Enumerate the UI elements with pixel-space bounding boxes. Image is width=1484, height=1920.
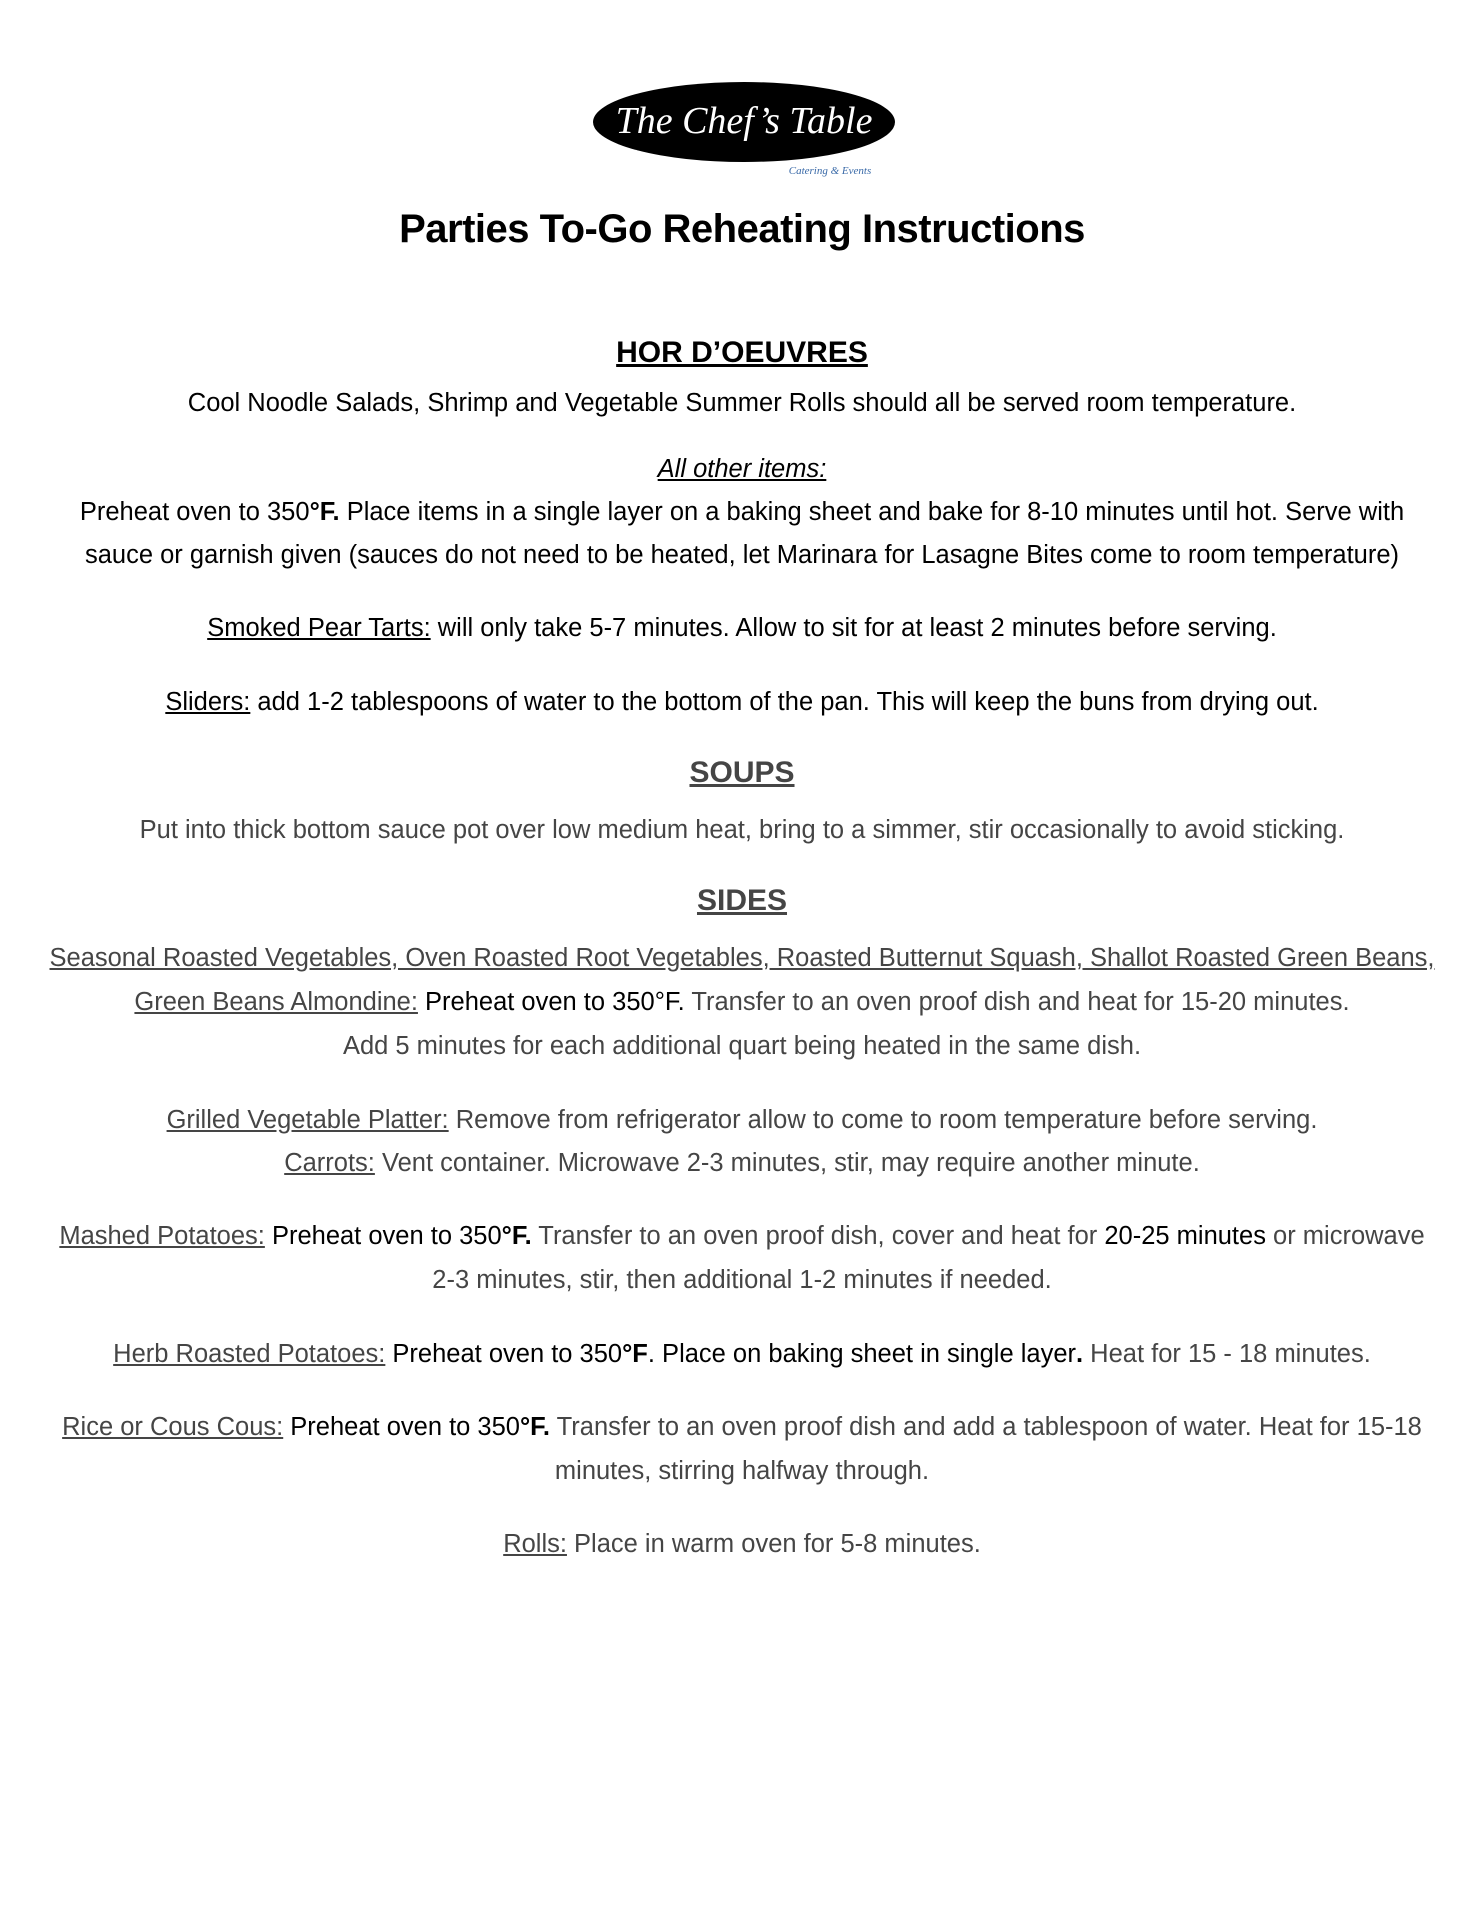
hors-degree: °F. xyxy=(309,498,340,526)
veg-label-1: Seasonal Roasted Vegetables, Oven Roasted Root Vegetables, Roasted Butternut Squash, Shallot Roasted Green Beans, xyxy=(49,944,1435,972)
rolls-text: Place in warm oven for 5-8 minutes. xyxy=(566,1530,981,1558)
grilled-label: Grilled Vegetable Platter: xyxy=(166,1106,449,1134)
rice-label: Rice or Cous Cous: xyxy=(62,1413,284,1441)
grilled-text: Remove from refrigerator allow to come to room temperature before serving. xyxy=(448,1106,1318,1134)
sides-rice-line-2: minutes, stirring halfway through. xyxy=(554,1457,930,1485)
veg-label-2: Green Beans Almondine: xyxy=(134,988,418,1016)
tarts-label: Smoked Pear Tarts: xyxy=(207,614,431,642)
mashed-text-b: or microwave xyxy=(1265,1222,1425,1250)
sliders-text: add 1-2 tablespoons of water to the bottom of the pan. This will keep the buns from drying out. xyxy=(250,688,1319,716)
herb-sheet: . Place on baking sheet in single layer xyxy=(647,1340,1076,1368)
mashed-label: Mashed Potatoes: xyxy=(59,1222,265,1250)
veg-text: Transfer to an oven proof dish and heat for 15-20 minutes. xyxy=(684,988,1350,1016)
sides-veg-line-3: Add 5 minutes for each additional quart being heated in the same dish. xyxy=(342,1032,1142,1060)
page-title: Parties To-Go Reheating Instructions xyxy=(399,207,1085,251)
sides-veg-line-1 xyxy=(0,936,1484,980)
carrots-text: Vent container. Microwave 2-3 minutes, stir, may require another minute. xyxy=(374,1149,1200,1177)
section-heading-sides: SIDES xyxy=(696,884,788,917)
sides-mashed-line-1 xyxy=(0,1214,1484,1258)
herb-label: Herb Roasted Potatoes: xyxy=(113,1340,386,1368)
hors-sliders xyxy=(0,680,1484,724)
mashed-text-a: Transfer to an oven proof dish, cover and heat for xyxy=(531,1222,1105,1250)
sides-mashed-line-2: 2-3 minutes, stir, then additional 1-2 minutes if needed. xyxy=(432,1266,1052,1294)
section-heading-hors: HOR D’OEUVRES xyxy=(616,336,868,369)
hors-other-line-1 xyxy=(0,490,1484,534)
sides-carrots xyxy=(0,1141,1484,1185)
hors-other-line-2: sauce or garnish given (sauces do not need to be heated, let Marinara for Lasagne Bites come to room temperature) xyxy=(85,541,1399,569)
herb-degree: °F xyxy=(622,1340,648,1368)
hors-other-heading: All other items: xyxy=(657,455,827,483)
sides-herb xyxy=(0,1332,1484,1376)
chefs-table-logo xyxy=(592,80,902,180)
hors-other-text: Place items in a single layer on a baking sheet and bake for 8-10 minutes until hot. Serve with xyxy=(339,498,1405,526)
sides-veg-line-2 xyxy=(0,980,1484,1024)
hors-tarts xyxy=(0,606,1484,650)
tarts-text: will only take 5-7 minutes. Allow to sit for at least 2 minutes before serving. xyxy=(430,614,1277,642)
sides-grilled xyxy=(0,1098,1484,1142)
rice-text: Transfer to an oven proof dish and add a tablespoon of water. Heat for 15-18 xyxy=(550,1413,1422,1441)
sides-rolls xyxy=(0,1522,1484,1566)
herb-dot: . xyxy=(1076,1340,1084,1368)
soups-text: Put into thick bottom sauce pot over low medium heat, bring to a simmer, stir occasionally to avoid sticking. xyxy=(139,816,1345,844)
section-heading-soups: SOUPS xyxy=(689,756,795,789)
rice-preheat: Preheat oven to 350 xyxy=(283,1413,520,1441)
veg-preheat: Preheat oven to 350°F. xyxy=(417,988,685,1016)
sliders-label: Sliders: xyxy=(165,688,251,716)
herb-preheat: Preheat oven to 350 xyxy=(385,1340,623,1368)
mashed-minutes: 20-25 minutes xyxy=(1104,1222,1266,1250)
hors-preheat: Preheat oven to 350 xyxy=(79,498,310,526)
mashed-degree: °F. xyxy=(501,1222,532,1250)
logo-tagline: Catering & Events xyxy=(788,165,872,177)
mashed-preheat: Preheat oven to 350 xyxy=(264,1222,502,1250)
herb-text: Heat for 15 - 18 minutes. xyxy=(1083,1340,1371,1368)
hors-cool-items: Cool Noodle Salads, Shrimp and Vegetable Summer Rolls should all be served room temperature. xyxy=(187,389,1297,417)
rolls-label: Rolls: xyxy=(503,1530,567,1558)
carrots-label: Carrots: xyxy=(284,1149,375,1177)
hors-other-heading-line xyxy=(0,447,1484,491)
sides-rice-line-1 xyxy=(0,1405,1484,1449)
logo-name: The Chef’s Table xyxy=(615,100,873,142)
rice-degree: °F. xyxy=(519,1413,551,1441)
